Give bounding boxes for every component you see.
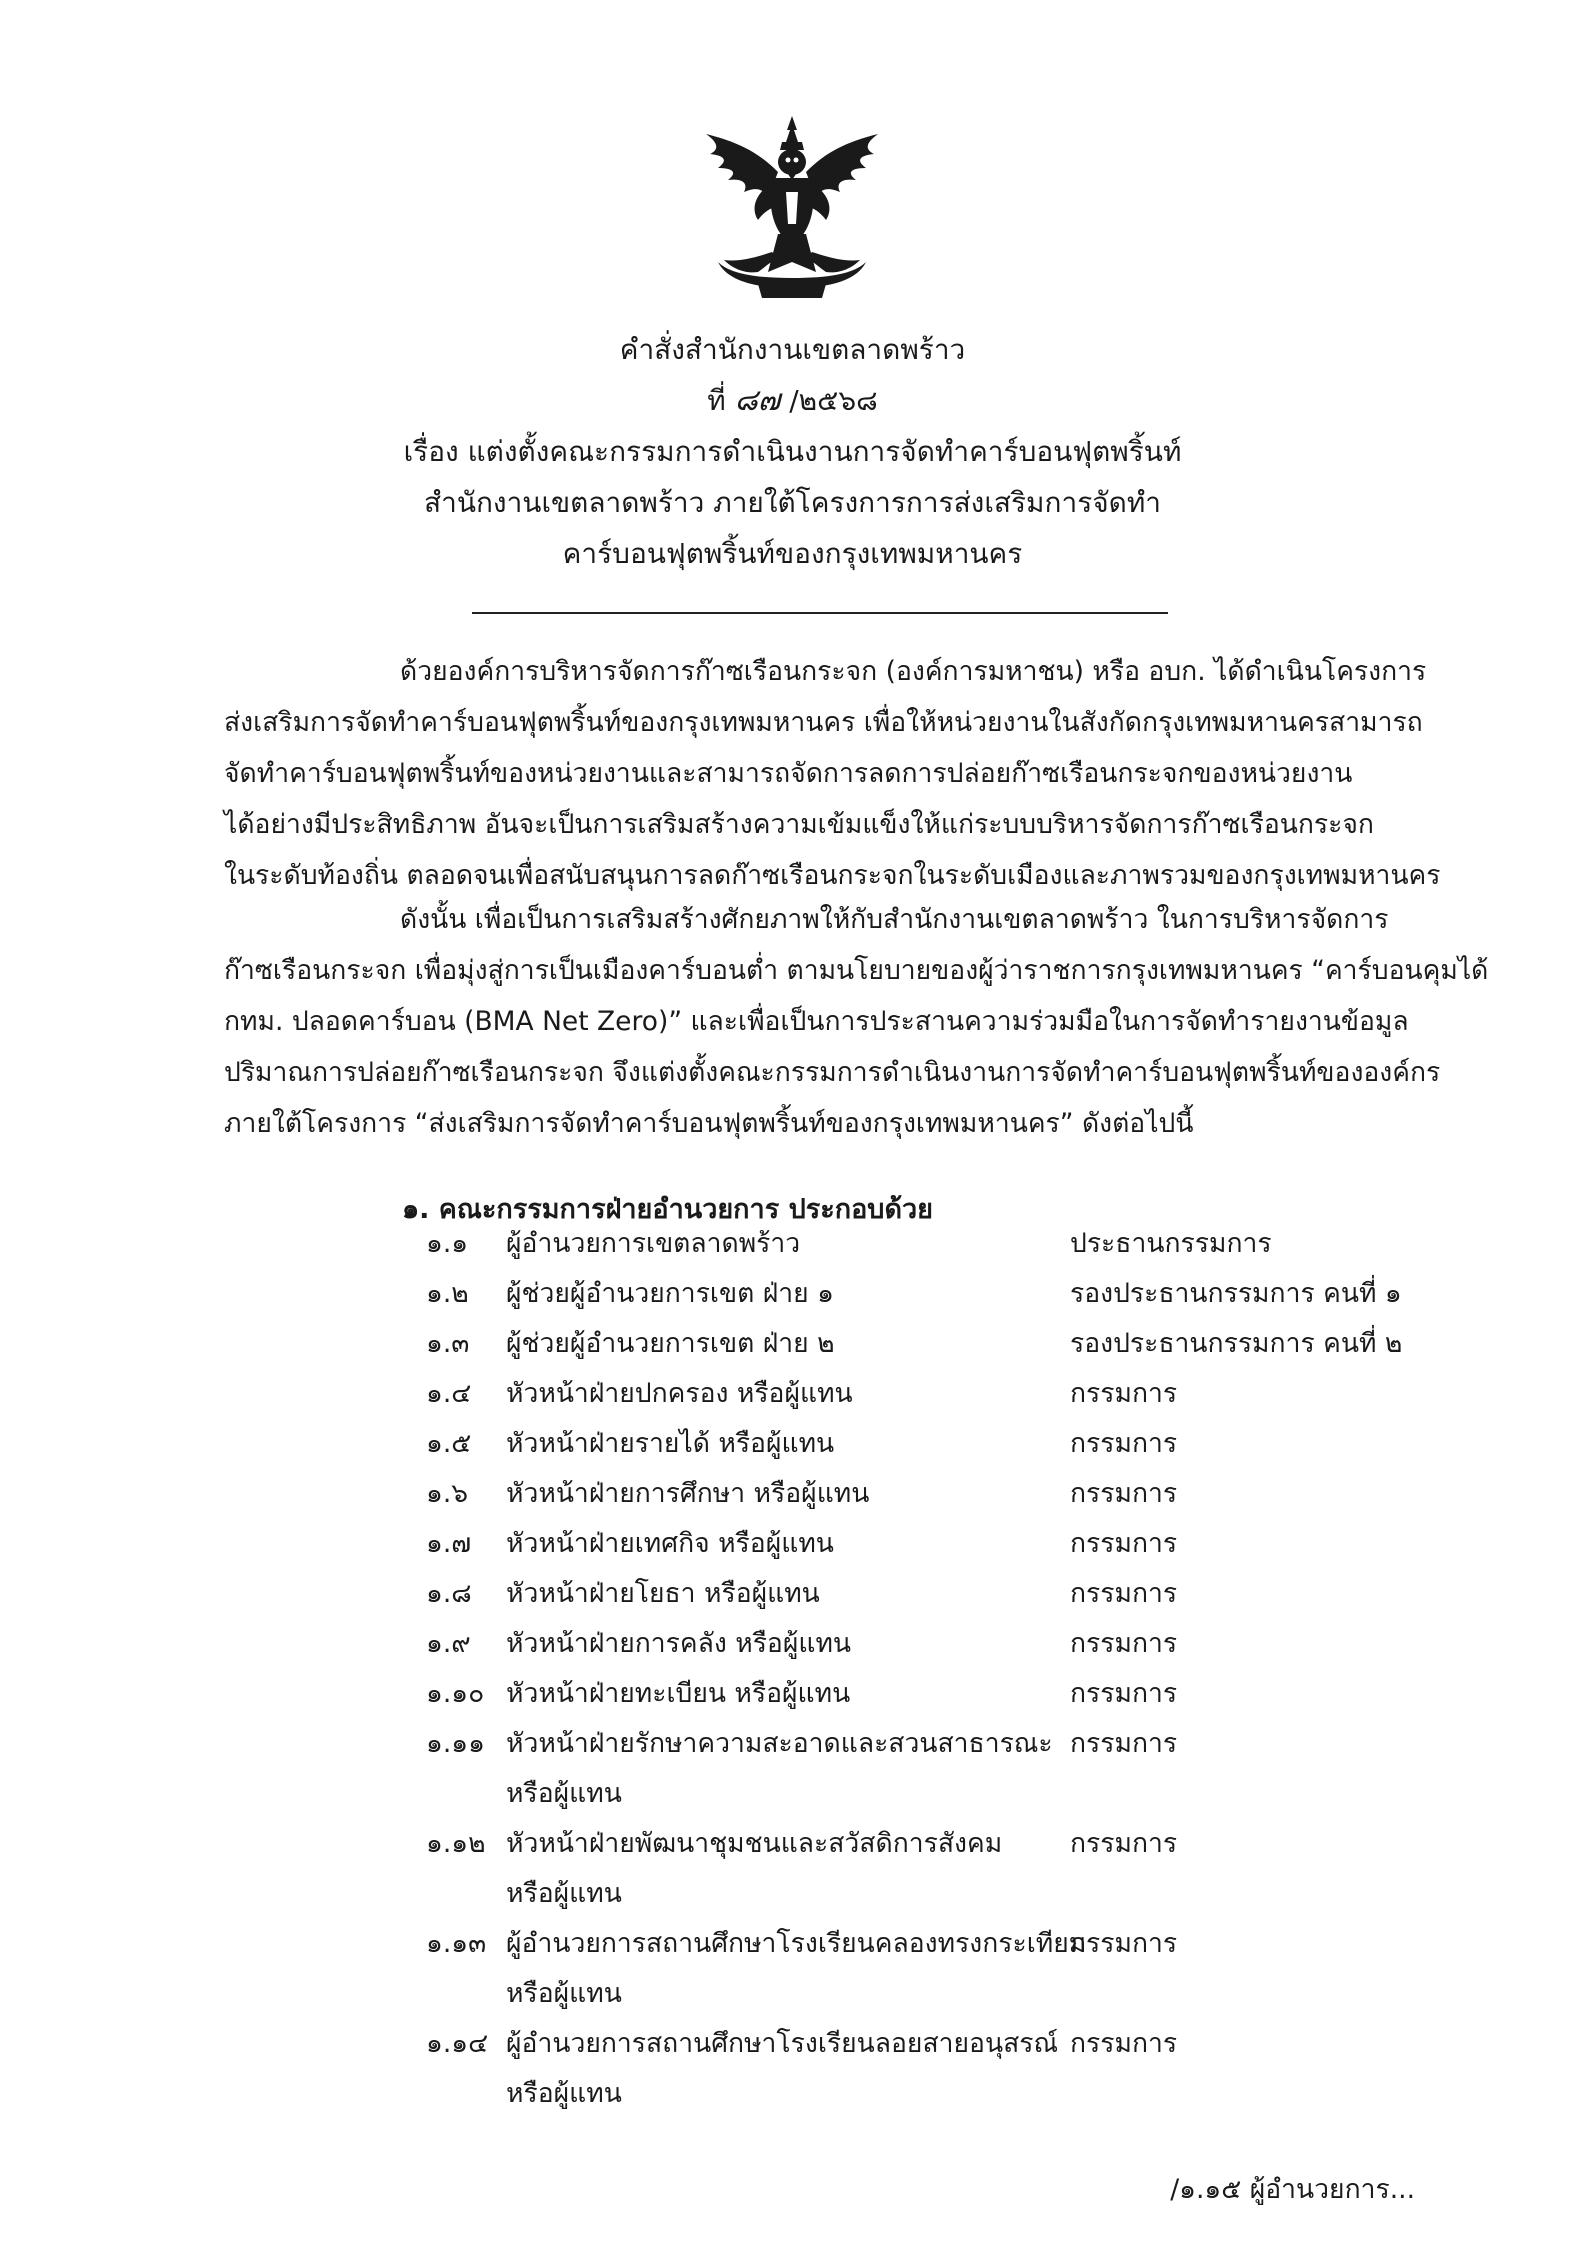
- member-number: ๑.๔: [426, 1378, 472, 1409]
- member-name: หัวหน้าฝ่ายเทศกิจ หรือผู้แทน: [506, 1528, 834, 1559]
- member-name-continued: หรือผู้แทน: [506, 1878, 622, 1909]
- member-role: กรรมการ: [1070, 1678, 1178, 1709]
- member-name: หัวหน้าฝ่ายโยธา หรือผู้แทน: [506, 1578, 820, 1609]
- member-number: ๑.๒: [426, 1278, 469, 1309]
- order-number-prefix: ที่: [707, 384, 726, 417]
- member-role: กรรมการ: [1070, 2028, 1178, 2059]
- member-number: ๑.๑๓: [426, 1928, 487, 1959]
- member-name: ผู้ช่วยผู้อำนวยการเขต ฝ่าย ๑: [506, 1278, 834, 1309]
- member-role: ประธานกรรมการ: [1070, 1228, 1272, 1259]
- member-name: หัวหน้าฝ่ายทะเบียน หรือผู้แทน: [506, 1678, 851, 1709]
- member-name: หัวหน้าฝ่ายรักษาความสะอาดและสวนสาธารณะ: [506, 1728, 1053, 1759]
- member-number: ๑.๗: [426, 1528, 472, 1559]
- paragraph-1-line: ด้วยองค์การบริหารจัดการก๊าซเรือนกระจก (องค์การมหาชน) หรือ อบก. ได้ดำเนินโครงการ: [400, 656, 1427, 687]
- member-number: ๑.๕: [426, 1428, 472, 1459]
- member-name-continued: หรือผู้แทน: [506, 1978, 622, 2009]
- member-role: กรรมการ: [1070, 1378, 1178, 1409]
- member-number: ๑.๘: [426, 1578, 472, 1609]
- member-name: ผู้อำนวยการสถานศึกษาโรงเรียนลอยสายอนุสรณ์: [506, 2028, 1059, 2059]
- paragraph-2-line: ภายใต้โครงการ “ส่งเสริมการจัดทำคาร์บอนฟุตพริ้นท์ของกรุงเทพมหานคร” ดังต่อไปนี้: [224, 1108, 1194, 1139]
- member-number: ๑.๑๑: [426, 1728, 485, 1759]
- member-number: ๑.๑๐: [426, 1678, 485, 1709]
- member-role: กรรมการ: [1070, 1928, 1178, 1959]
- member-number: ๑.๑๒: [426, 1828, 486, 1859]
- subject-line-2: สำนักงานเขตลาดพร้าว ภายใต้โครงการการส่งเสริมการจัดทำ: [424, 486, 1161, 519]
- member-name: หัวหน้าฝ่ายรายได้ หรือผู้แทน: [506, 1428, 835, 1459]
- paragraph-1-line: จัดทำคาร์บอนฟุตพริ้นท์ของหน่วยงานและสามารถจัดการลดการปล่อยก๊าซเรือนกระจกของหน่วยงาน: [224, 758, 1353, 789]
- paragraph-2-line: ก๊าซเรือนกระจก เพื่อมุ่งสู่การเป็นเมืองคาร์บอนต่ำ ตามนโยบายของผู้ว่าราชการกรุงเทพมหานคร “คาร์บอนคุมได้: [224, 955, 1489, 986]
- member-role: รองประธานกรรมการ คนที่ ๒: [1070, 1328, 1403, 1359]
- subject-line-3: คาร์บอนฟุตพริ้นท์ของกรุงเทพมหานคร: [562, 537, 1023, 570]
- member-number: ๑.๑๔: [426, 2028, 489, 2059]
- paragraph-1-line: ส่งเสริมการจัดทำคาร์บอนฟุตพริ้นท์ของกรุงเทพมหานคร เพื่อให้หน่วยงานในสังกัดกรุงเทพมหานครสามารถ: [224, 707, 1423, 738]
- member-number: ๑.๑: [426, 1228, 469, 1259]
- member-role: กรรมการ: [1070, 1628, 1178, 1659]
- member-name-continued: หรือผู้แทน: [506, 1778, 622, 1809]
- continuation-note: /๑.๑๕ ผู้อำนวยการ...: [1170, 2174, 1415, 2205]
- member-name-continued: หรือผู้แทน: [506, 2078, 622, 2109]
- member-name: ผู้อำนวยการเขตลาดพร้าว: [506, 1228, 801, 1259]
- order-title: คำสั่งสำนักงานเขตลาดพร้าว: [619, 333, 966, 366]
- member-number: ๑.๖: [426, 1478, 469, 1509]
- member-number: ๑.๓: [426, 1328, 470, 1359]
- member-role: กรรมการ: [1070, 1728, 1178, 1759]
- member-name: หัวหน้าฝ่ายการคลัง หรือผู้แทน: [506, 1628, 852, 1659]
- member-name: ผู้อำนวยการสถานศึกษาโรงเรียนคลองทรงกระเทียม: [506, 1928, 1087, 1959]
- member-role: รองประธานกรรมการ คนที่ ๑: [1070, 1278, 1402, 1309]
- member-role: กรรมการ: [1070, 1578, 1178, 1609]
- member-role: กรรมการ: [1070, 1478, 1178, 1509]
- paragraph-2-line: ดังนั้น เพื่อเป็นการเสริมสร้างศักยภาพให้กับสำนักงานเขตลาดพร้าว ในการบริหารจัดการ: [400, 904, 1389, 935]
- member-role: กรรมการ: [1070, 1428, 1178, 1459]
- order-number-handwritten: ๘๗: [734, 383, 781, 418]
- paragraph-2-line: กทม. ปลอดคาร์บอน (BMA Net Zero)” และเพื่อเป็นการประสานความร่วมมือในการจัดทำรายงานข้อมูล: [224, 1006, 1409, 1037]
- member-name: หัวหน้าฝ่ายพัฒนาชุมชนและสวัสดิการสังคม: [506, 1828, 1003, 1859]
- paragraph-1-line: ได้อย่างมีประสิทธิภาพ อันจะเป็นการเสริมสร้างความเข้มแข็งให้แก่ระบบบริหารจัดการก๊าซเรือนกระจก: [224, 809, 1374, 840]
- member-number: ๑.๙: [426, 1628, 471, 1659]
- section-1-heading: ๑. คณะกรรมการฝ่ายอำนวยการ ประกอบด้วย: [402, 1194, 933, 1225]
- paragraph-1-line: ในระดับท้องถิ่น ตลอดจนเพื่อสนับสนุนการลดก๊าซเรือนกระจกในระดับเมืองและภาพรวมของกรุงเทพมหานคร: [224, 860, 1441, 891]
- member-role: กรรมการ: [1070, 1528, 1178, 1559]
- order-number-year: /๒๕๖๘: [789, 384, 878, 417]
- subject-line-1: เรื่อง แต่งตั้งคณะกรรมการดำเนินงานการจัดทำคาร์บอนฟุตพริ้นท์: [403, 435, 1182, 468]
- paragraph-2-line: ปริมาณการปล่อยก๊าซเรือนกระจก จึงแต่งตั้งคณะกรรมการดำเนินงานการจัดทำคาร์บอนฟุตพริ้นท์ขององค์กร: [224, 1057, 1441, 1088]
- member-name: หัวหน้าฝ่ายการศึกษา หรือผู้แทน: [506, 1478, 870, 1509]
- member-name: ผู้ช่วยผู้อำนวยการเขต ฝ่าย ๒: [506, 1328, 835, 1359]
- member-role: กรรมการ: [1070, 1828, 1178, 1859]
- member-name: หัวหน้าฝ่ายปกครอง หรือผู้แทน: [506, 1378, 853, 1409]
